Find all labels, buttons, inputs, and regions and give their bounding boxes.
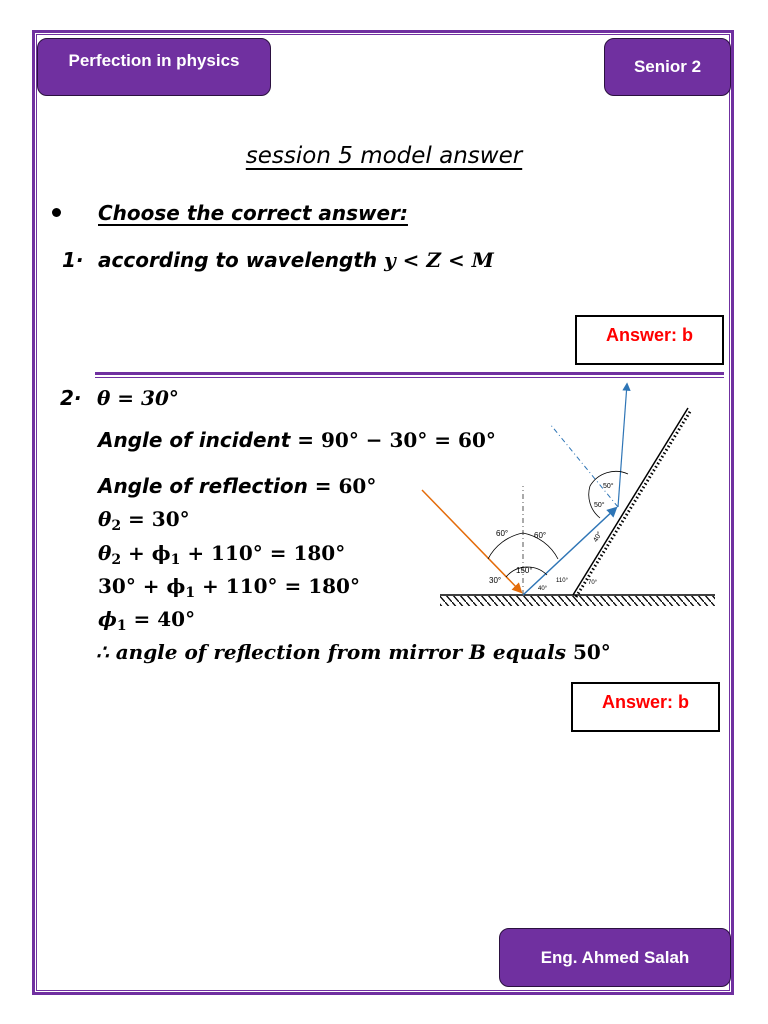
q2-conclusion-expr: 50° [572, 640, 611, 664]
q2-l5-b: + ϕ [121, 541, 171, 565]
label-110: 110° [556, 578, 568, 584]
q2-line-phi1 [98, 607, 195, 634]
second-reflected-ray [618, 384, 627, 507]
separator [95, 372, 724, 375]
q2-l6-sub: 1 [185, 585, 196, 601]
q2-l4-sub: 2 [111, 518, 122, 534]
q2-l6-a: 30° + ϕ [98, 574, 186, 598]
q2-line-theta: θ = 30° [97, 386, 179, 410]
q2-l4-b: = 30° [121, 507, 190, 531]
q1-text: according to wavelength [98, 248, 385, 272]
label-150: 150° [516, 566, 533, 575]
q2-l5-sub2: 1 [170, 552, 181, 568]
q2-line-conclusion [96, 640, 611, 664]
q2-l7-a: ϕ [98, 607, 117, 631]
q2-number: 2· [60, 386, 82, 410]
page-title-text: session 5 model answer [245, 143, 523, 169]
grade-badge: Senior 2 [604, 38, 731, 96]
q2-answer-box: Answer: b [571, 682, 720, 732]
q2-reflection-text: Angle of reflection = [98, 474, 339, 498]
ground-mirror-hatch [440, 596, 715, 606]
label-50-top: 50° [603, 483, 614, 490]
label-40-mirror: 40° [592, 530, 604, 544]
q2-conclusion-text: ∴ angle of reflection from mirror B equals [96, 640, 573, 664]
mirror-diagram [410, 378, 720, 614]
inclined-mirror [573, 408, 691, 597]
subject-badge: Perfection in physics [37, 38, 271, 96]
q1-expr: y < Z < M [384, 248, 494, 272]
q1-answer-box: Answer: b [575, 315, 724, 365]
label-40-ground: 40° [538, 586, 548, 592]
q2-incident-expr: 90° − 30° = 60° [321, 428, 496, 452]
section-heading: Choose the correct answer: [98, 201, 408, 225]
label-30: 30° [489, 576, 502, 585]
q2-l5-a: θ [98, 541, 112, 565]
q2-line-reflection [98, 474, 376, 498]
q1-line [98, 248, 494, 272]
label-60-left: 60° [496, 529, 509, 538]
normal-inclined [550, 424, 618, 507]
q2-l6-b: + 110° = 180° [195, 574, 360, 598]
q2-incident-text: Angle of incident = [98, 428, 321, 452]
q2-l7-sub: 1 [116, 618, 127, 634]
author-badge: Eng. Ahmed Salah [499, 928, 731, 987]
label-70: 70° [588, 580, 598, 586]
q2-l7-b: = 40° [126, 607, 196, 631]
bullet-icon [52, 208, 61, 217]
q2-line-theta2 [98, 507, 190, 534]
page-title [0, 143, 768, 169]
q2-line-sum-values [98, 574, 360, 601]
q2-l5-c: + 110° = 180° [180, 541, 346, 565]
label-60-right: 60° [534, 531, 547, 540]
reflected-ray [523, 508, 616, 595]
q2-reflection-expr: 60° [338, 474, 377, 498]
q2-line-sum [98, 541, 345, 568]
q2-l4-a: θ [98, 507, 112, 531]
q1-number: 1· [62, 248, 84, 272]
label-50-mid: 50° [594, 502, 605, 509]
q2-l5-sub1: 2 [111, 552, 122, 568]
